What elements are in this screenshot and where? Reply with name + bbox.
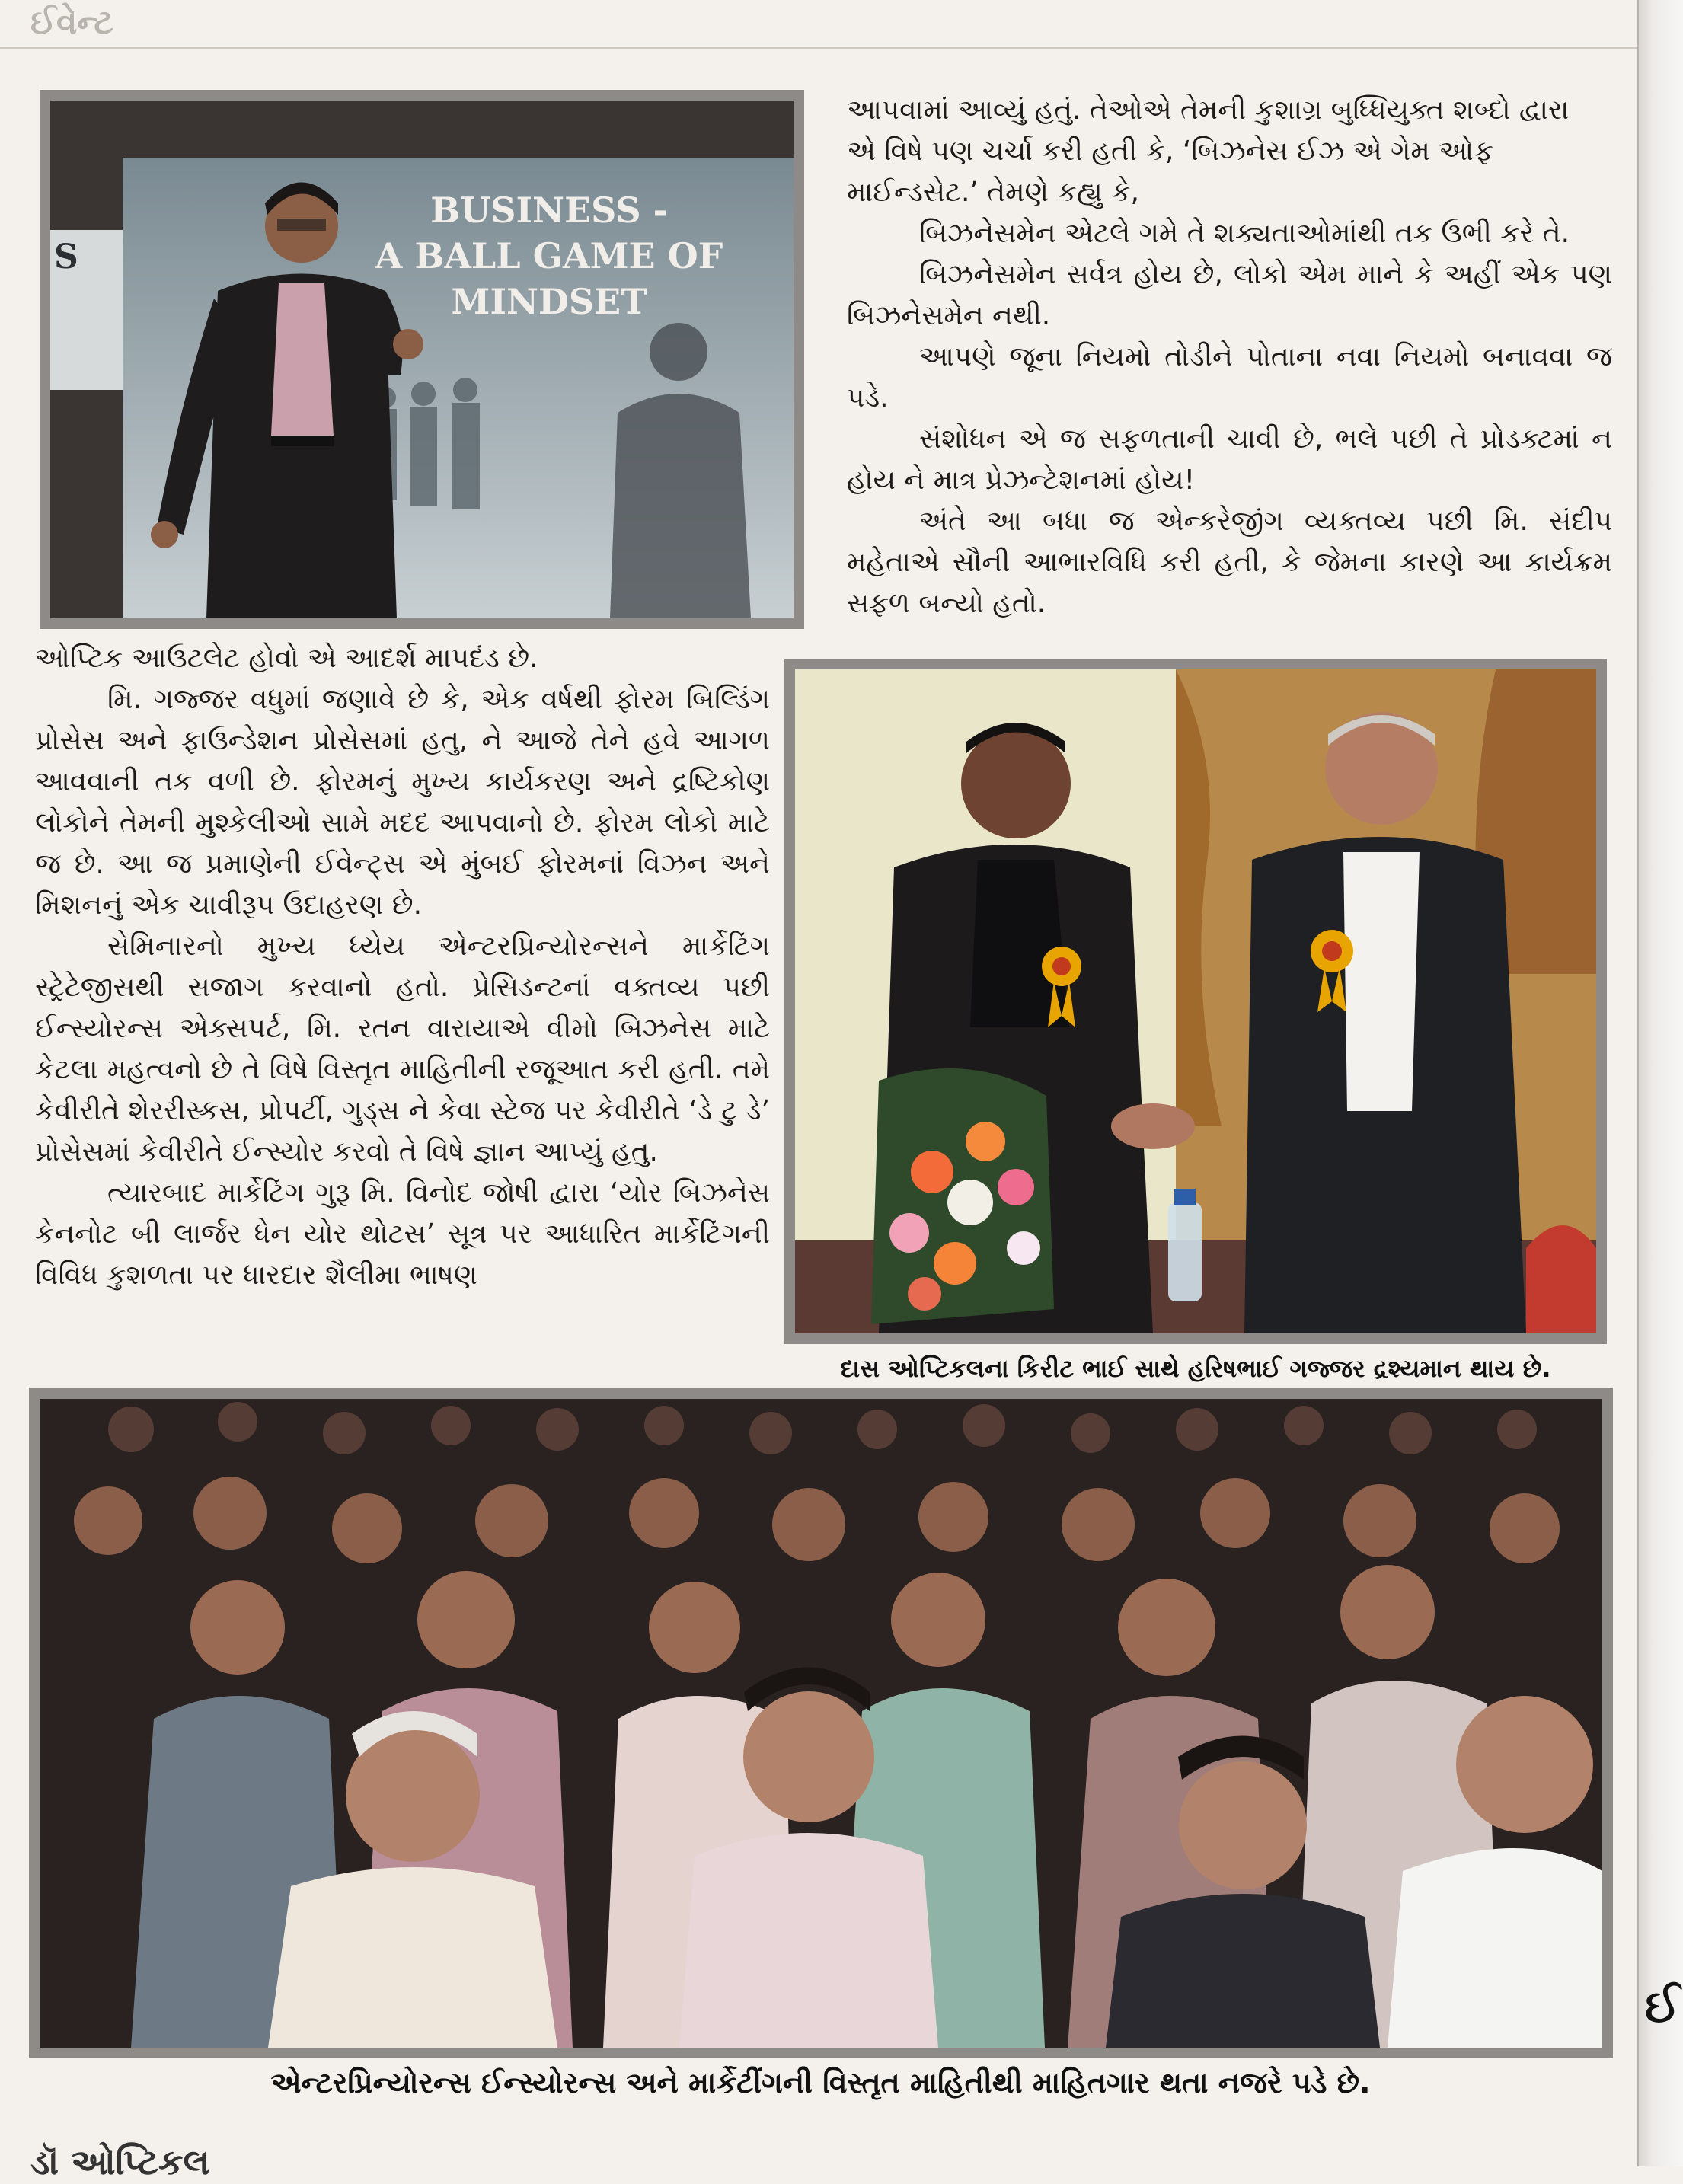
slide-line-2: A BALL GAME OF: [375, 235, 723, 276]
section-title: ઈવેન્ટ: [30, 3, 114, 42]
paragraph-2: સેમિનારનો મુખ્ય ધ્યેય એન્ટરપ્રિન્યોરન્સને માર્કેટિંગ સ્ટ્રેટેજીસથી સજાગ કરવાનો હતો. પ્રેસિડન્ટનાં વક્તવ્ય પછી ઈન્સ્યોરન્સ એક્સપર્ટ, મિ. રતન વારાયાએ વીમો બિઝનેસ માટે કેટલા મહત્વનો છે તે વિષે વિસ્તૃત માહિતીની રજૂઆત કરી હતી. તમે કેવીરીતે શેરરીસ્કસ, પ્રોપર્ટી, ગુડ્સ ને કેવા સ્ટેજ પર કેવીરીતે ‘ડે ટુ ડે’ પ્રોસેસમાં કેવીરીતે ઈન્સ્યોર કરવો તે વિષે જ્ઞાન આપ્યું હતુ.: [35, 931, 770, 1167]
handshake-photo: [784, 659, 1607, 1344]
next-section-fragment: ડૉ ઓપ્ટિકલ: [30, 2141, 210, 2182]
text-line: એ વિષે પણ ચર્ચા કરી હતી કે, ‘બિઝનેસ ઈઝ એ ગેમ ઓફ: [847, 136, 1493, 167]
point-2: બિઝનેસમેન સર્વત્ર હોય છે, લોકો એમ માને કે અહીં એક પણ બિઝનેસમેન નથી.: [847, 259, 1612, 331]
handshake-scene: [795, 669, 1596, 1333]
text-line: માઈન્ડસેટ.’ તેમણે કહ્યુ કે,: [847, 177, 1139, 208]
text-line: આપવામાં આવ્યું હતું. તેઓએ તેમની કુશાગ્ર બુધ્ધિયુક્ત શબ્દો દ્વારા: [847, 94, 1570, 126]
slide-fragment: S: [54, 238, 78, 276]
audience-photo: [29, 1388, 1613, 2058]
audience-scene: [40, 1399, 1602, 2048]
next-page-edge: [1637, 0, 1683, 2166]
text-line: ઓપ્ટિક આઉટલેટ હોવો એ આદર્શ માપદંડ છે.: [35, 643, 538, 674]
slide-line-1: BUSINESS -: [430, 190, 668, 231]
point-1: બિઝનેસમેન એટલે ગમે તે શક્યતાઓમાંથી તક ઉભી કરે તે.: [919, 218, 1570, 249]
point-4: સંશોધન એ જ સફળતાની ચાવી છે, ભલે પછી તે પ્રોડક્ટમાં ન હોય ને માત્ર પ્રેઝન્ટેશનમાં હોય!: [847, 423, 1612, 496]
handshake-caption: દાસ ઓપ્ટિકલના કિરીટ ભાઈ સાથે હરિષભાઈ ગજ્જર દ્રશ્યમાન થાય છે.: [840, 1354, 1551, 1383]
point-3: આપણે જૂના નિયમો તોડીને પોતાના નવા નિયમો બનાવવા જ પડે.: [847, 341, 1612, 413]
speaker-photo: [40, 90, 804, 629]
point-5: અંતે આ બધા જ એન્કરેજીંગ વ્યક્તવ્ય પછી મિ. સંદીપ મહેતાએ સૌની આભારવિધિ કરી હતી, કે જેમના કારણે આ કાર્યક્રમ સફળ બન્યો હતો.: [847, 506, 1612, 619]
paragraph-3: ત્યારબાદ માર્કેટિંગ ગુરૂ મિ. વિનોદ જોષી દ્વારા ‘યોર બિઝનેસ કેનનોટ બી લાર્જર ધેન યોર થોટસ’ સૂત્ર પર આધારિત માર્કેટિંગની વિવિધ કુશળતા પર ધારદાર શૈલીમા ભાષણ: [35, 1177, 770, 1291]
edge-glyph: ઈ: [1645, 1980, 1681, 2033]
slide-line-3: MINDSET: [451, 281, 647, 322]
left-column: [35, 638, 770, 1296]
paragraph-1: મિ. ગજ્જર વધુમાં જણાવે છે કે, એક વર્ષથી ફોરમ બિલ્ડિંગ પ્રોસેસ અને ફાઉન્ડેશન પ્રોસેસમાં હતુ, ને આજે તેને હવે આગળ આવવાની તક વળી છે. ફોરમનું મુખ્ય કાર્યકરણ અને દ્રષ્ટિકોણ લોકોને તેમની મુશ્કેલીઓ સામે મદદ આપવાનો છે. ફોરમ લોકો માટે જ છે. આ જ પ્રમાણેની ઈવેન્ટ્સ એ મુંબઈ ફોરમનાં વિઝન અને મિશનનું એક ચાવીરૂપ ઉદાહરણ છે.: [35, 684, 770, 921]
right-column-top: [847, 90, 1612, 624]
speaker-scene: [50, 101, 794, 618]
audience-caption: એન્ટરપ્રિન્યોરન્સ ઈન્સ્યોરન્સ અને માર્કેટીંગની વિસ્તૃત માહિતીથી માહિતગાર થતા નજરે પડે છે.: [270, 2066, 1371, 2099]
top-header-strip: [0, 0, 1637, 49]
